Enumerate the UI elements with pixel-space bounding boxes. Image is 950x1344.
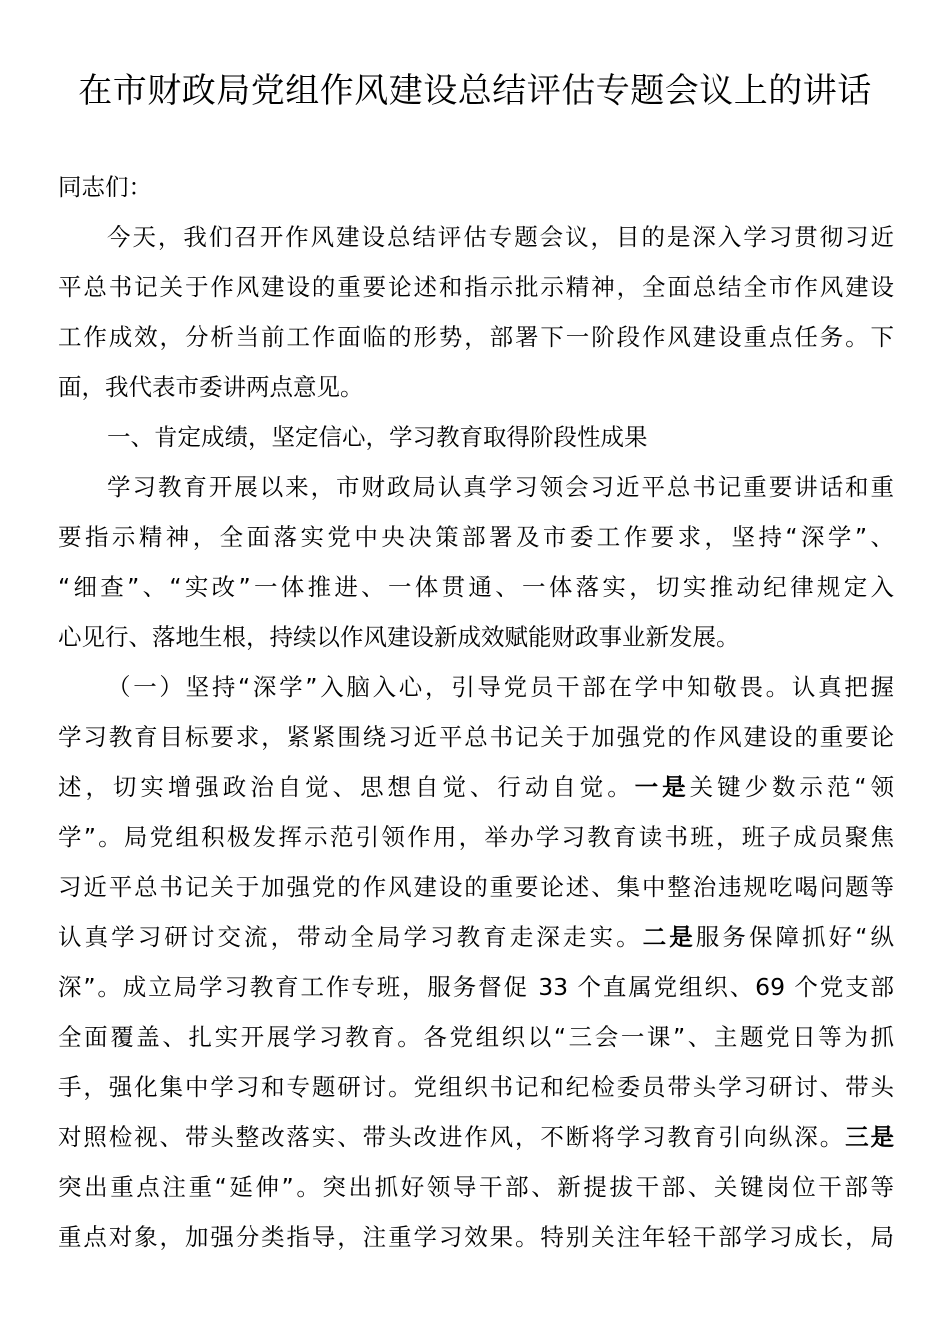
paragraph-line — [58, 772, 894, 802]
paragraph-line: 平总书记关于作风建设的重要论述和指示批示精神，全面总结全市作风建设 — [58, 273, 894, 301]
paragraph-line: 深”。成立局学习教育工作专班，服务督促 33 个直属党组织、69 个党支部 — [58, 973, 894, 1001]
bold-marker: 三是 — [845, 1123, 894, 1151]
salutation: 同志们： — [58, 173, 152, 201]
subsection-line: （一）坚持“深学”入脑入心，引导党员干部在学中知敬畏。认真把握 — [107, 673, 894, 701]
paragraph-line: 今天，我们召开作风建设总结评估专题会议，目的是深入学习贯彻习近 — [107, 223, 894, 251]
paragraph-line — [58, 922, 894, 952]
paragraph-line: 心见行、落地生根，持续以作风建设新成效赋能财政事业新发展。 — [58, 623, 740, 651]
paragraph-line: “细查”、“实改”一体推进、一体贯通、一体落实，切实推动纪律规定入 — [58, 573, 894, 601]
paragraph-line: 面，我代表市委讲两点意见。 — [58, 373, 364, 401]
paragraph-line: 重点对象，加强分类指导，注重学习效果。特别关注年轻干部学习成长，局 — [58, 1223, 894, 1251]
paragraph-line — [58, 1122, 894, 1152]
paragraph-line: 突出重点注重“延伸”。突出抓好领导干部、新提拔干部、关键岗位干部等 — [58, 1173, 894, 1201]
paragraph-line: 手，强化集中学习和专题研讨。党组织书记和纪检委员带头学习研讨、带头 — [58, 1073, 894, 1101]
document-title: 在市财政局党组作风建设总结评估专题会议上的讲话 — [78, 71, 872, 111]
text-run: 述，切实增强政治自觉、思想自觉、行动自觉。 — [58, 773, 635, 801]
text-run: 关键少数示范“领 — [689, 773, 894, 801]
paragraph-line: 全面覆盖、扎实开展学习教育。各党组织以“三会一课”、主题党日等为抓 — [58, 1023, 894, 1051]
text-run: 对照检视、带头整改落实、带头改进作风，不断将学习教育引向纵深。 — [58, 1123, 846, 1151]
paragraph-line: 学习教育目标要求，紧紧围绕习近平总书记关于加强党的作风建设的重要论 — [58, 723, 894, 751]
section-heading: 一、肯定成绩，坚定信心，学习教育取得阶段性成果 — [107, 423, 648, 451]
paragraph-line: 工作成效，分析当前工作面临的形势，部署下一阶段作风建设重点任务。下 — [58, 323, 894, 351]
paragraph-line: 学”。局党组积极发挥示范引领作用，举办学习教育读书班，班子成员聚焦 — [58, 823, 894, 851]
text-run: 服务保障抓好“纵 — [695, 923, 894, 951]
paragraph-line: 学习教育开展以来，市财政局认真学习领会习近平总书记重要讲话和重 — [107, 473, 894, 501]
paragraph-line: 习近平总书记关于加强党的作风建设的重要论述、集中整治违规吃喝问题等 — [58, 873, 894, 901]
bold-marker: 二是 — [642, 923, 696, 951]
bold-marker: 一是 — [634, 773, 690, 801]
paragraph-line: 要指示精神，全面落实党中央决策部署及市委工作要求，坚持“深学”、 — [58, 523, 894, 551]
text-run: 认真学习研讨交流，带动全局学习教育走深走实。 — [58, 923, 643, 951]
